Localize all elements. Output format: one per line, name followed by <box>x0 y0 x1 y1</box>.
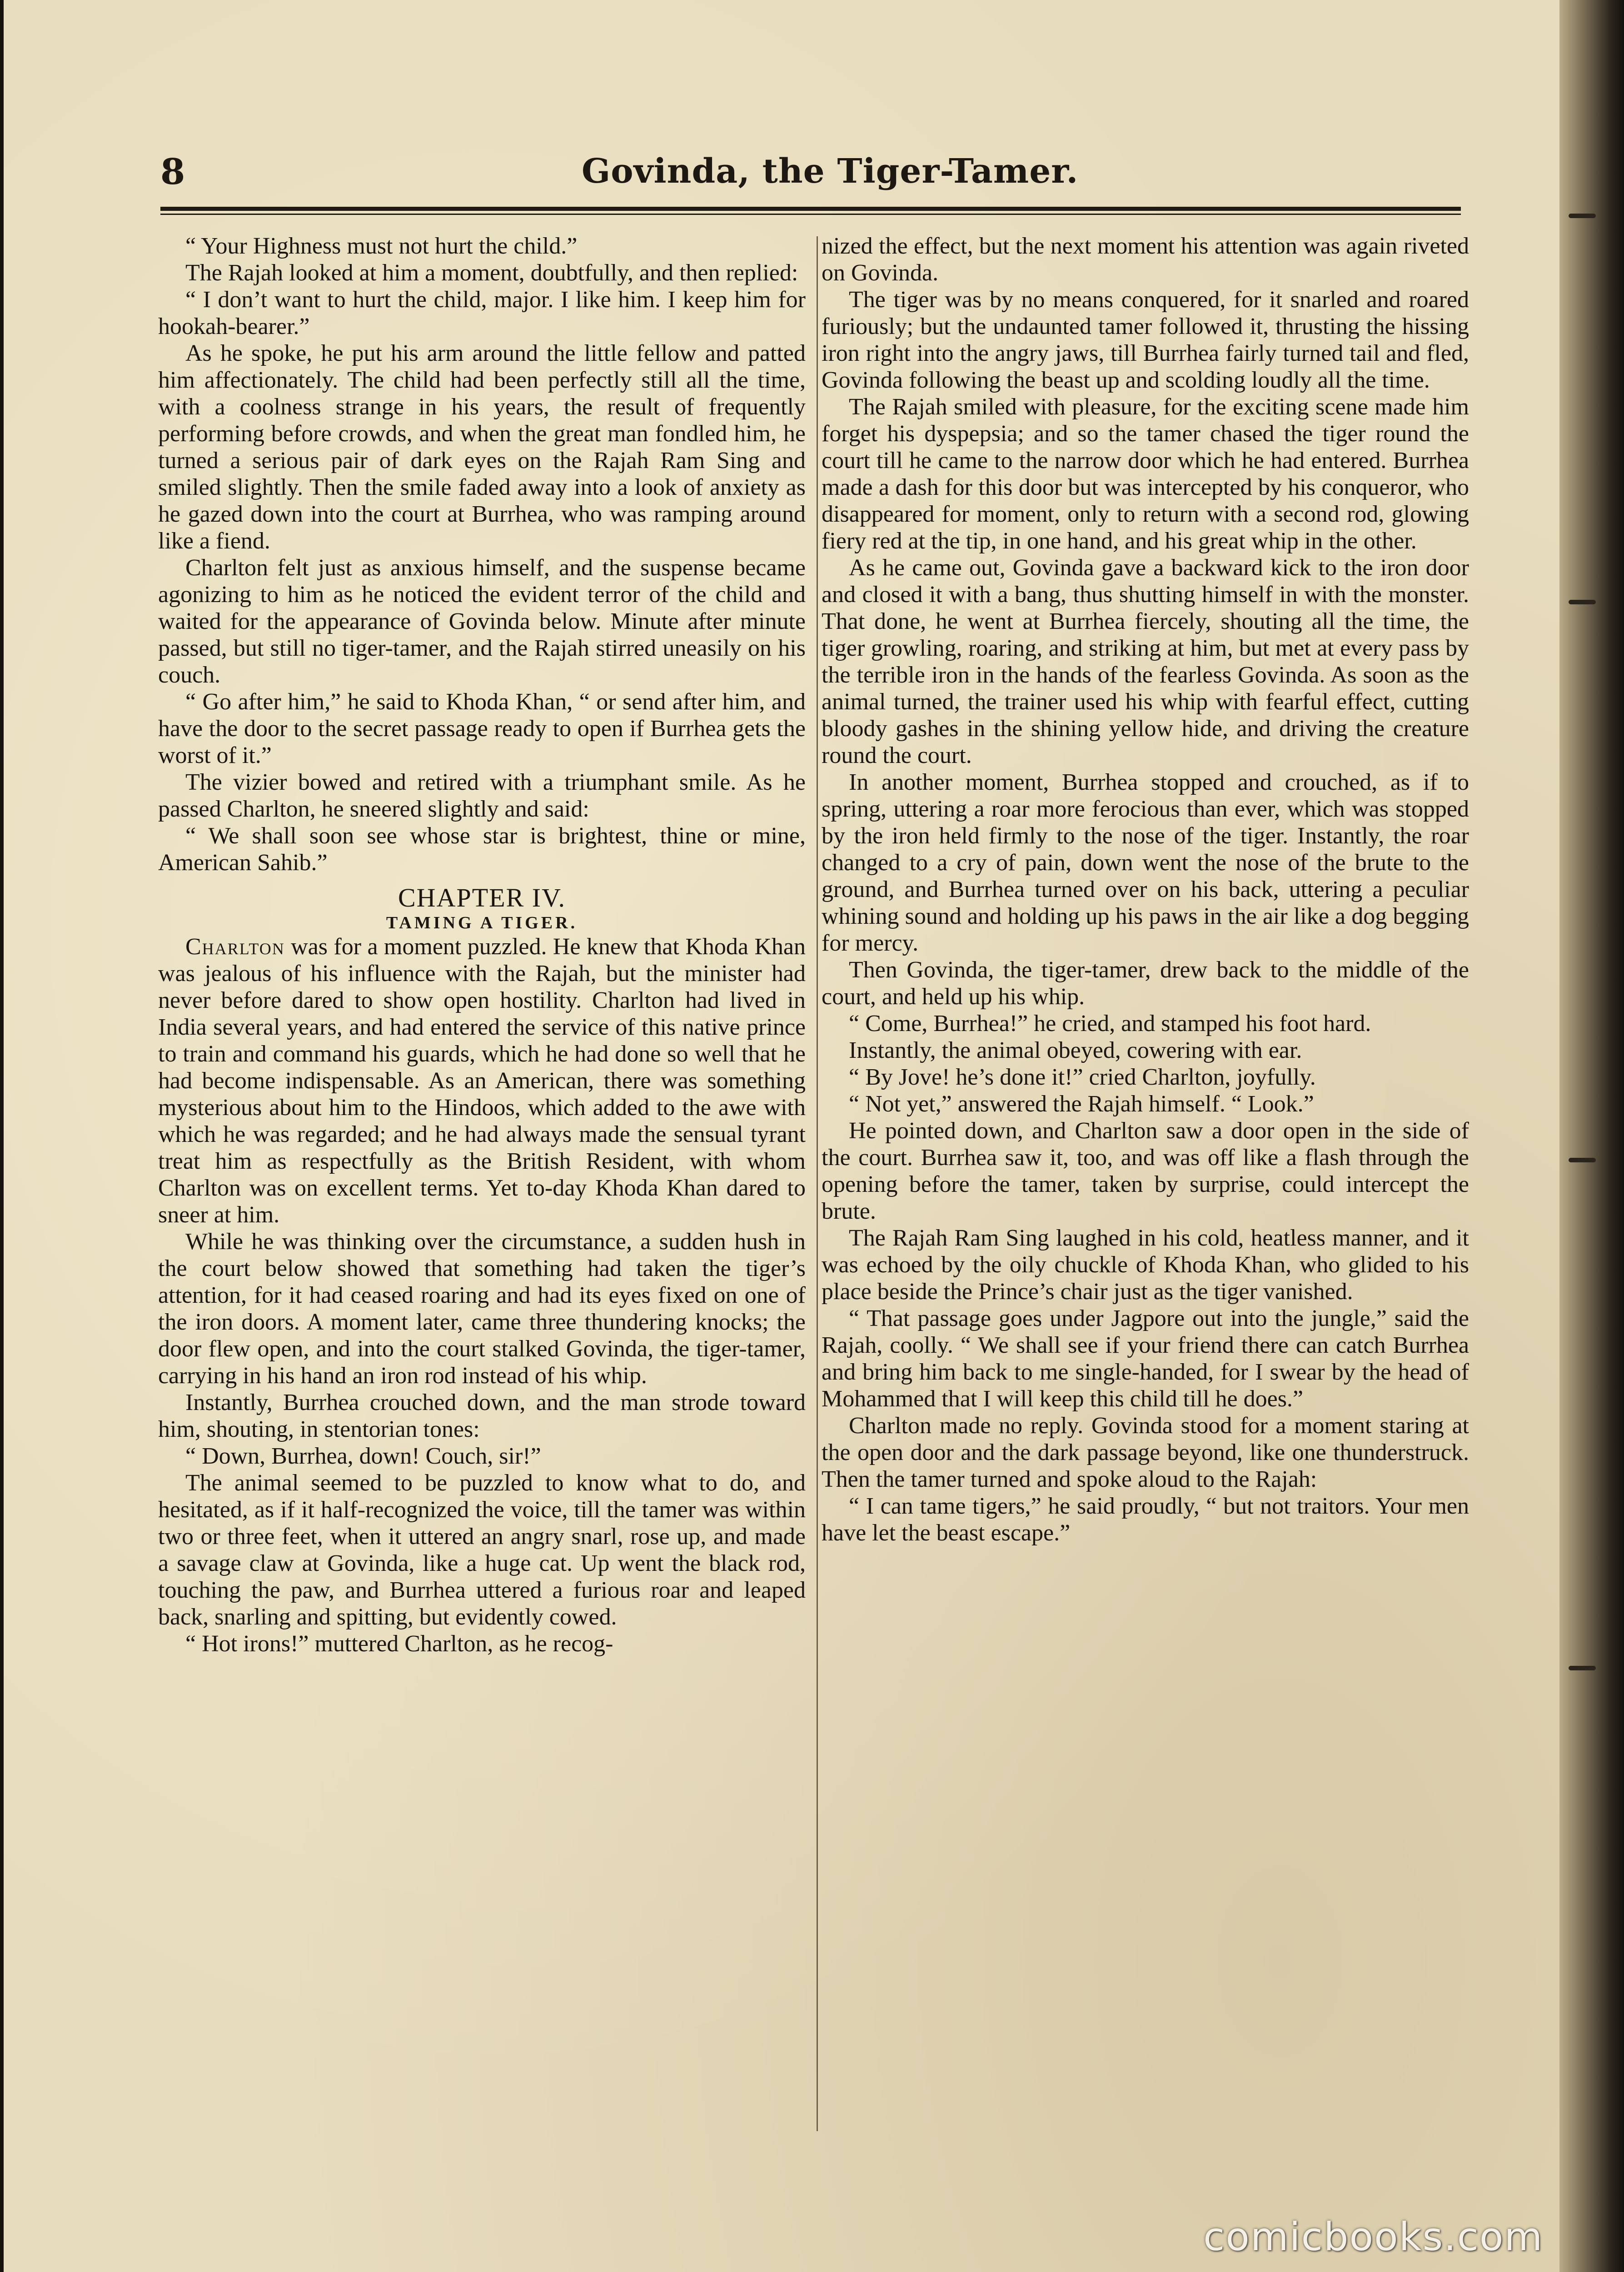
paragraph: “ I don’t want to hurt the child, major. I like him. I keep him for hookah-bearer.” <box>158 287 806 339</box>
watermark: comicbooks.com <box>1203 2214 1544 2260</box>
paragraph: The vizier bowed and retired with a triumphant smile. As he passed Charlton, he sneered slightly and said: <box>158 769 806 822</box>
paragraph: The Rajah smiled with pleasure, for the exciting scene made him forget his dyspepsia; and so the tamer chased the tiger round the court till he came to the narrow door which he had entered. Burrhea made a dash for this door but was intercepted by his conqueror, who disappeared for moment, only to return with a second rod, glowing fiery red at the tip, in one hand, and his great whip in the other. <box>822 394 1469 554</box>
paragraph: The Rajah looked at him a moment, doubtfully, and then replied: <box>185 260 798 286</box>
column-rule <box>817 236 818 2131</box>
chapter-lead-word: Charlton <box>185 934 285 960</box>
header-rule <box>160 207 1461 215</box>
page-number: 8 <box>160 151 185 193</box>
staple-mark <box>1569 1158 1596 1162</box>
paragraph: As he came out, Govinda gave a backward kick to the iron door and closed it with a bang, thus shutting himself in with the monster. That done, he went at Burrhea fiercely, shouting all the time, the tiger growling, roaring, and striking at him, but met at every pass by the terrible iron in the hands of the fearless Govinda. As soon as the animal turned, the trainer used his whip with fearful effect, cutting bloody gashes in the shining yellow hide, and driving the creature round the court. <box>822 555 1469 768</box>
paragraph: The tiger was by no means conquered, for it snarled and roared furiously; but the undaunted tamer followed it, thrusting the hissing iron right into the angry jaws, till Burrhea fairly turned tail and fled, Govinda following the beast up and scolding loudly all the time. <box>822 287 1469 393</box>
page-sheet <box>4 0 1599 2272</box>
paragraph: “ Not yet,” answered the Rajah himself. “ Look.” <box>849 1091 1314 1117</box>
paragraph: Instantly, Burrhea crouched down, and the man strode toward him, shouting, in stentorian tones: <box>158 1390 806 1442</box>
paragraph: “ I can tame tigers,” he said proudly, “ but not traitors. Your men have let the beast escape.” <box>822 1493 1469 1546</box>
paragraph: The animal seemed to be puzzled to know what to do, and hesitated, as if it half-recognized the voice, till the tamer was within two or three feet, when it uttered an angry snarl, rose up, and made a savage claw at Govinda, like a huge cat. Up went the black rod, touching the paw, and Burrhea uttered a furious roar and leaped back, snarling and spitting, but evidently cowed. <box>158 1470 806 1630</box>
paragraph: “ By Jove! he’s done it!” cried Charlton, joyfully. <box>849 1064 1316 1090</box>
chapter-title: CHAPTER IV. <box>398 883 566 912</box>
left-paragraphs-before <box>158 233 806 876</box>
left-column <box>158 233 806 2132</box>
paragraph: Charlton made no reply. Govinda stood for a moment staring at the open door and the dark passage beyond, like one thunderstruck. Then the tamer turned and spoke aloud to the Rajah: <box>822 1413 1469 1492</box>
paragraph: “ Hot irons!” muttered Charlton, as he recog- <box>185 1631 613 1657</box>
binding-spine <box>1559 0 1624 2272</box>
paragraph: In another moment, Burrhea stopped and crouched, as if to spring, uttering a roar more ferocious than ever, which was stopped by the iron held firmly to the nose of the tiger. Instantly, the roar changed to a cry of pain, down went the nose of the brute to the ground, and Burrhea turned over on his back, uttering a peculiar whining sound and holding up his paws in the air like a dog begging for mercy. <box>822 769 1469 956</box>
chapter-opening-paragraph <box>158 933 806 1228</box>
running-title: Govinda, the Tiger-Tamer. <box>582 152 1079 191</box>
paragraph: He pointed down, and Charlton saw a door open in the side of the court. Burrhea saw it, too, and was off like a flash through the opening before the tamer, taken by surprise, could intercept the brute. <box>822 1118 1469 1224</box>
paragraph: “ Down, Burrhea, down! Couch, sir!” <box>185 1443 541 1469</box>
paragraph-continued: nized the effect, but the next moment his attention was again riveted on Govinda. <box>822 233 1469 286</box>
paragraph: “ Your Highness must not hurt the child.” <box>185 233 578 259</box>
paragraph: Instantly, the animal obeyed, cowering with ear. <box>849 1037 1302 1063</box>
paragraph: The Rajah Ram Sing laughed in his cold, heatless manner, and it was echoed by the oily chuckle of Khoda Khan, who glided to his place beside the Prince’s chair just as the tiger vanished. <box>822 1225 1469 1305</box>
paragraph: “ Go after him,” he said to Khoda Khan, “ or send after him, and have the door to the secret passage ready to open if Burrhea gets the worst of it.” <box>158 689 806 768</box>
right-column <box>822 233 1469 2132</box>
paragraph: As he spoke, he put his arm around the little fellow and patted him affectionately. The child had been perfectly still all the time, with a coolness strange in his years, the result of frequently performing before crowds, and when the great man fondled him, he turned a serious pair of dark eyes on the Rajah Ram Sing and smiled slightly. Then the smile faded away into a look of anxiety as he gazed down into the court at Burrhea, who was ramping around like a fiend. <box>158 340 806 554</box>
paragraph: “ That passage goes under Jagpore out into the jungle,” said the Rajah, coolly. “ We shall see if your friend there can catch Burrhea and bring him back to me single-handed, for I swear by the head of Mohammed that I will keep this child till he does.” <box>822 1305 1469 1412</box>
left-paragraphs-after <box>158 1228 806 1657</box>
staple-mark <box>1569 1666 1596 1670</box>
paragraph: “ Come, Burrhea!” he cried, and stamped his foot hard. <box>849 1011 1371 1036</box>
chapter-opening-text: was for a moment puzzled. He knew that Khoda Khan was jealous of his influence with the Rajah, but the minister had never before dared to show open hostility. Charlton had lived in India several years, and had entered the service of this native prince to train and command his guards, which he had done so well that he had become indispensable. As an American, there was something mysterious about him to the Hindoos, which added to the awe with which he was regarded; and he had always made the sensual tyrant treat him as respectfully as the British Resident, with whom Charlton was on excellent terms. Yet to-day Khoda Khan dared to sneer at him. <box>158 934 806 1228</box>
staple-mark <box>1569 600 1596 604</box>
paragraph: Then Govinda, the tiger-tamer, drew back to the middle of the court, and held up his whip. <box>822 957 1469 1010</box>
staple-mark <box>1569 214 1596 218</box>
paragraph: While he was thinking over the circumstance, a sudden hush in the court below showed that something had taken the tiger’s attention, for it had ceased roaring and had its eyes fixed on one of the iron doors. A moment later, came three thundering knocks; the door flew open, and into the court stalked Govinda, the tiger-tamer, carrying in his hand an iron rod instead of his whip. <box>158 1229 806 1389</box>
chapter-subtitle: TAMING A TIGER. <box>386 913 578 932</box>
paragraph: “ We shall soon see whose star is brightest, thine or mine, American Sahib.” <box>158 823 806 876</box>
paragraph: Charlton felt just as anxious himself, and the suspense became agonizing to him as he noticed the evident terror of the child and waited for the appearance of Govinda below. Minute after minute passed, but still no tiger-tamer, and the Rajah stirred uneasily on his couch. <box>158 555 806 688</box>
